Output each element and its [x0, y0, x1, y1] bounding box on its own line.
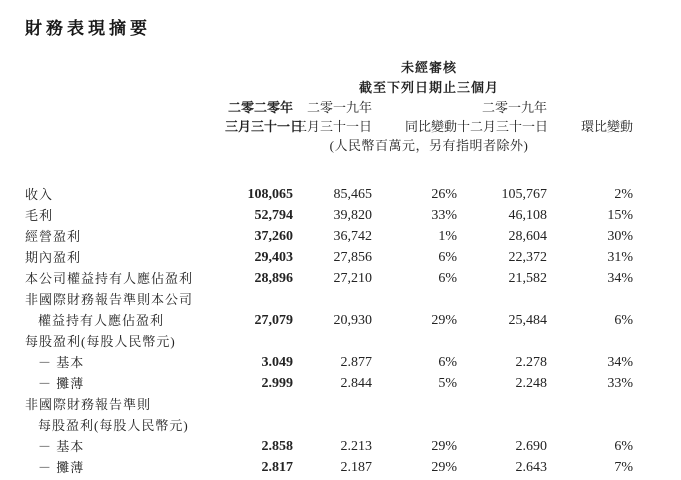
period-row: [25, 78, 633, 98]
unaudited-row: [25, 58, 633, 78]
cell-value: 1%: [438, 229, 457, 244]
cell-value: 39,820: [333, 208, 372, 223]
row-label: － 基本: [38, 355, 85, 370]
cell-value: 20,930: [333, 313, 372, 328]
cell-value: [225, 415, 293, 436]
page-title: 財務表現摘要: [25, 19, 151, 38]
cell-value: 3.049: [261, 355, 293, 370]
cell-value: 25,484: [508, 313, 547, 328]
cell-value: [372, 331, 457, 352]
cell-value: 2.278: [515, 355, 547, 370]
cell-value: 2.999: [261, 376, 293, 391]
cell-value: [457, 415, 547, 436]
cell-value: [547, 331, 633, 352]
cell-value: 33%: [607, 376, 633, 391]
cell-value: [457, 331, 547, 352]
cell-value: 26%: [431, 187, 457, 202]
cell-value: 52,794: [254, 208, 293, 223]
table-row: [25, 457, 633, 478]
row-label: 期內盈利: [25, 250, 82, 265]
cell-value: [293, 289, 372, 310]
table-row: [25, 352, 633, 373]
cell-value: [547, 415, 633, 436]
table-row: [25, 247, 633, 268]
cell-value: 37,260: [254, 229, 293, 244]
cell-value: 28,604: [508, 229, 547, 244]
unit-note-row: [25, 136, 633, 184]
cell-value: [547, 394, 633, 415]
unit-note: (人民幣百萬元，另有指明者除外): [329, 138, 529, 153]
cell-value: 6%: [438, 271, 457, 286]
cell-value: 2%: [614, 187, 633, 202]
cell-value: 29%: [431, 460, 457, 475]
header-spacer: [25, 136, 225, 184]
row-label: 權益持有人應佔盈利: [38, 313, 165, 328]
unaudited-label: 未經審核: [400, 60, 457, 75]
cell-value: 2.213: [340, 439, 372, 454]
table-row: [25, 205, 633, 226]
table-row: [25, 436, 633, 457]
header-spacer: [25, 98, 225, 136]
cell-value: 29,403: [254, 250, 293, 265]
cell-value: 34%: [607, 271, 633, 286]
cell-value: 5%: [438, 376, 457, 391]
table-row: [25, 415, 633, 436]
cell-value: 46,108: [508, 208, 547, 223]
cell-value: 2.248: [515, 376, 547, 391]
cell-value: 85,465: [333, 187, 372, 202]
cell-value: [225, 394, 293, 415]
cell-value: 27,079: [254, 313, 293, 328]
cell-value: 33%: [431, 208, 457, 223]
column-header-2019-12-31: 二零一九年 十二月三十一日: [457, 100, 549, 134]
cell-value: [372, 289, 457, 310]
cell-value: 29%: [431, 439, 457, 454]
cell-value: 7%: [614, 460, 633, 475]
cell-value: 2.844: [340, 376, 372, 391]
cell-value: 6%: [438, 250, 457, 265]
cell-value: [372, 394, 457, 415]
row-label: 每股盈利(每股人民幣元): [25, 334, 176, 349]
cell-value: 6%: [614, 313, 633, 328]
cell-value: [457, 289, 547, 310]
financial-summary-table: [25, 58, 633, 478]
cell-value: 6%: [614, 439, 633, 454]
header-spacer: [25, 78, 225, 98]
cell-value: [225, 289, 293, 310]
row-label: 非國際財務報告準則: [25, 397, 152, 412]
cell-value: 28,896: [254, 271, 293, 286]
table-row: [25, 331, 633, 352]
cell-value: 105,767: [501, 187, 547, 202]
cell-value: 21,582: [508, 271, 547, 286]
table-row: [25, 394, 633, 415]
period-label: 截至下列日期止三個月: [358, 80, 499, 95]
cell-value: 27,210: [333, 271, 372, 286]
row-label: 收入: [25, 187, 54, 202]
cell-value: [372, 415, 457, 436]
cell-value: [225, 331, 293, 352]
cell-value: 6%: [438, 355, 457, 370]
cell-value: 36,742: [333, 229, 372, 244]
cell-value: 2.643: [515, 460, 547, 475]
table-header: [25, 58, 633, 184]
row-label: － 攤薄: [38, 376, 85, 391]
table-row: [25, 226, 633, 247]
row-label: 本公司權益持有人應佔盈利: [25, 271, 194, 286]
header-spacer: [25, 58, 225, 78]
row-label: － 基本: [38, 439, 85, 454]
cell-value: [293, 415, 372, 436]
table-row: [25, 310, 633, 331]
cell-value: 108,065: [247, 187, 293, 202]
cell-value: 22,372: [508, 250, 547, 265]
column-header-2019-03-31: 二零一九年 三月三十一日: [293, 100, 372, 134]
table-row: [25, 289, 633, 310]
row-label: 非國際財務報告準則本公司: [25, 292, 194, 307]
cell-value: [457, 394, 547, 415]
table-row: [25, 373, 633, 394]
cell-value: 15%: [607, 208, 633, 223]
row-label: 每股盈利(每股人民幣元): [38, 418, 189, 433]
row-label: 經營盈利: [25, 229, 82, 244]
column-headers-row: [25, 98, 633, 136]
cell-value: 2.817: [261, 460, 293, 475]
cell-value: 31%: [607, 250, 633, 265]
row-label: － 攤薄: [38, 460, 85, 475]
cell-value: 34%: [607, 355, 633, 370]
column-header-yoy-change: 同比變動: [404, 119, 457, 134]
column-header-2020-03-31: 二零二零年 三月三十一日: [225, 100, 304, 134]
cell-value: 30%: [607, 229, 633, 244]
table-row: [25, 268, 633, 289]
column-header-qoq-change: 環比變動: [580, 119, 633, 134]
table-row: [25, 184, 633, 205]
cell-value: 2.877: [340, 355, 372, 370]
cell-value: [293, 331, 372, 352]
cell-value: 29%: [431, 313, 457, 328]
table-body: [25, 184, 633, 478]
row-label: 毛利: [25, 208, 54, 223]
cell-value: 2.690: [515, 439, 547, 454]
cell-value: [293, 394, 372, 415]
cell-value: [547, 289, 633, 310]
cell-value: 27,856: [333, 250, 372, 265]
cell-value: 2.858: [261, 439, 293, 454]
cell-value: 2.187: [340, 460, 372, 475]
